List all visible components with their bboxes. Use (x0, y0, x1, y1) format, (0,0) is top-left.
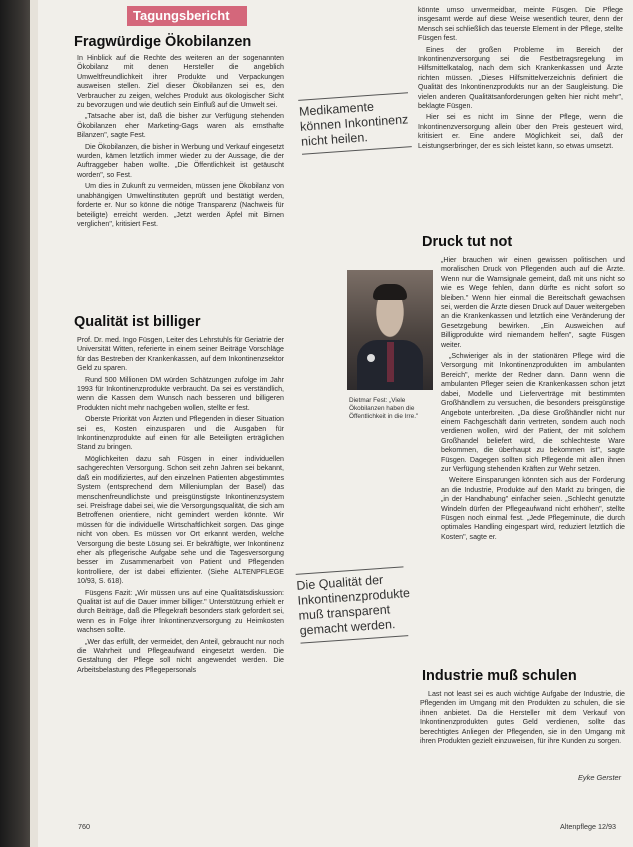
photo-detail (373, 284, 407, 300)
paragraph: „Wer das erfüllt, der vermeidet, den Anteil, gebraucht nur noch die Wahrheit und Pflegeaufwand eingesetzt werden. Die Gestaltung der Pflege soll nicht angewendet werden. Die Arbeitsbelastung des Pflegepersonals (77, 637, 284, 674)
paragraph: Hier sei es nicht im Sinne der Pflege, wenn die Inkontinenzversorgung allein über den Preis gesteuert wird, kritisiert er. Eine andere Möglichkeit sei, daß der Leistungserbringer, der es sich leistet kann, so etwas umsetzt. (418, 113, 623, 150)
pull-quote: Die Qualität der Inkontinenzprodukte muß transparent gemacht werden. (296, 566, 409, 643)
photo-detail (367, 354, 375, 362)
paragraph: Oberste Priorität von Ärzten und Pflegenden in dieser Situation sei es, Kosten einzusparen und die Ausgaben für Inkontinenzprodukte auf einen für alle Beteiligten erträglichen Stand zu bringen. (77, 415, 284, 452)
paragraph: „Tatsache aber ist, daß die bisher zur Verfügung stehenden Ökobilanzen eher Marketing-Gags waren als ernsthafte Bilanzen", sagte Fest. (77, 112, 284, 140)
article-body (420, 690, 625, 776)
article-heading: Industrie muß schulen (422, 668, 577, 684)
photo-caption: Dietmar Fest: „Viele Ökobilanzen haben die Öffentlichkeit in die Irre." (349, 397, 419, 420)
paragraph: Prof. Dr. med. Ingo Füsgen, Leiter des Lehrstuhls für Geriatrie der Universität Witten, referierte in einem seiner Beiträge Vorschläge für das Bestreben der Krankenkassen, auf dem Inkontinenzsektor Geld zu sparen. (77, 336, 284, 373)
paragraph: Rund 500 Millionen DM würden Schätzungen zufolge im Jahr 1993 für Inkontinenzprodukte verbraucht. Da sei es verständlich, wenn die Kassen dem Wunsch nach besseren und billigeren Produkten nicht mehr nachgeben wollen, stellte er fest. (77, 375, 284, 412)
article-heading: Fragwürdige Ökobilanzen (74, 34, 252, 50)
paragraph: Last not least sei es auch wichtige Aufgabe der Industrie, die Pflegenden im Umgang mit den Produkten zu schulen, die sie ihnen anbietet. Da die Hersteller mit dem Verkauf von Inkontinenzprodukten gutes Geld verdienen, sollte das berechtigtes Anliegen der Pflegenden, sie in den Umgang mit ihren Produkten gezielt einzuweisen, für ihre Kunden zu sorgen. (420, 690, 625, 746)
paragraph: Füsgens Fazit: „Wir müssen uns auf eine Qualitätsdiskussion: Qualität ist auf die Dauer immer billiger." Unterstützung erhielt er durch Beiträge, daß die Pflegekraft besonders stark gefordert sei, wenn es in Folge ihrer Inkontinenzversorgung zu Heimkosten wachsen sollte. (77, 588, 284, 635)
paragraph: Möglichkeiten dazu sah Füsgen in einer individuellen sachgerechten Versorgung. Schon seit zehn Jahren sei bekannt, daß ein modifiziertes, auf den einzelnen Patienten abgestimmtes System (entsprechend dem Milleniumplan der Basel) das menschenfreundlichste und preisgünstigste Inkontinenzsystem sei. Preisfrage dabei sei, wie die Versorgungsqualität, die sich am Betroffenen orientiere, nicht gemindert werden könnte. Wir müssen für die individuelle Wirtschaftlichkeit sorgen. Das ginge nicht von oben. Es müssen vor Ort erkannt werden, welche Versorgung die beste Lösung sei. Er bekräftigte, wer Inkontinenz eher als pflegerische Aufgabe sehe und die Tagesversorgung besser im Zusammenarbeit von Patient und Pflegenden kontrolliere, der ist dabei effizienter. (Siehe ALTENPFLEGE 10/93, S. 618). (77, 454, 284, 586)
section-banner: Tagungsbericht (127, 6, 247, 26)
photo-detail (387, 342, 394, 382)
paragraph: könnte umso unvermeidbar, meinte Füsgen. Die Pflege insgesamt werde auf diese Weise wesentlich teurer, denn der Mensch sei schließlich das teuerste Element in der Pflege, stellte Füsgen fest. (418, 6, 623, 43)
pull-quote: Medikamente können Inkontinenz nicht heilen. (298, 92, 412, 155)
paragraph: Eines der großen Probleme im Bereich der Inkontinenzversorgung sei die Festbetragsregelung im Hilfsmittelkatalog, nach dem sich Krankenkassen und Ärzte richten müssen. „Dieses Hilfsmittelverzeichnis definiert die Qualität des Inkontinenzprodukts nur an der Saugleistung. Die vielen anderen Qualitätsanforderungen gelten hier nicht mehr", beklagte Füsgen. (418, 45, 623, 111)
paragraph: Die Ökobilanzen, die bisher in Werbung und Verkauf eingesetzt wurden, kämen letztlich immer wieder zu der Aussage, die der Auftraggeber haben wollte. „Die Öffentlichkeit ist getäuscht worden", so Fest. (77, 142, 284, 179)
journal-issue: Altenpflege 12/93 (560, 822, 616, 831)
page-number: 760 (78, 822, 90, 831)
article-body (77, 336, 284, 834)
portrait-photo (347, 270, 433, 390)
article-body (441, 256, 625, 654)
article-body (77, 54, 284, 308)
paragraph: In Hinblick auf die Rechte des weiteren an der sogenannten Ökobilanz mit denen Hersteller die angeblich Umweltfreundlichkeit ihrer Produkte und Verpackungen ausweisen stellen. Ziel dieser Ökobilanzen sei es, den Verbraucher zu zeigen, welches Produkt aus ökologischer Sicht zu bevorzugen und wie deutlich sein Einfluß auf die Umwelt sei. (77, 54, 284, 110)
article-heading: Qualität ist billiger (74, 314, 201, 330)
paragraph: Um dies in Zukunft zu vermeiden, müssen jene Ökobilanz von unabhängigen Umweltinstituten geprüft und bestätigt werden, forderte er. Nur so könne die nötige Transparenz (Nachweis für beteiligte) erreicht werden. „Jetzt werden Äpfel mit Birnen verglichen", kritisiert Fest. (77, 182, 284, 228)
article-heading: Druck tut not (422, 234, 513, 250)
author-signature: Eyke Gerster (578, 773, 622, 782)
article-body (418, 6, 623, 218)
paragraph: Weitere Einsparungen könnten sich aus der Forderung an die Industrie, Produkte auf den Markt zu bringen, die „in der Handhabung" einfacher seien. „Schlecht genutzte Windeln dürfen der Pflegeaufwand nicht erhöhen", stellte Füsgen noch einmal fest. „Jede Pflegeminute, die durch optimales Handling eingespart wird, reduziert letztlich die Kosten", sagte er. (441, 476, 625, 541)
paragraph: „Hier brauchen wir einen gewissen politischen und moralischen Druck von Pflegenden auch auf die Ärzte. Wenn nur die Warnsignale gemeint, daß mit uns nicht so wie es Wege fehlen, dann dürfte es nicht sofort so bleiben." Wenn hier einmal die Bereitschaft gewachsen sei, werden die Ärzte diesen Druck auf Dauer weitergeben an die Krankenkassen und letztlich eine Veränderung der Gesetzgebung bewirken. „Ein Ausweichen auf Billigprodukte wird niemandem helfen", sagte Füsgen weiter. (441, 256, 625, 349)
paragraph: „Schwieriger als in der stationären Pflege wird die Versorgung mit Inkontinenzprodukten im ambulanten Bereich", merkte der Redner dann. Dann wenn die ambulanten Pfleger seien die Krankenkassen schon jetzt dabei, Modelle und Lieferverträge mit bestimmten Großhändlern zu versuchen, die besonders preisgünstige Angebote unterbreiten. „Da diese Großhändler nicht nur einem Fachgeschäft darin vertreten, sondern auch noch verdienen wollen, wird der Patient, der mit solchem Großhandel beliefert wird, die schlechteste Ware bekommen, die überhaupt zu bekommen ist", sagte Füsgen. Dagegen sollten sich Pflegende mit allen ihnen zur Verfügung stehenden Kräften zur Wehr setzen. (441, 352, 625, 473)
